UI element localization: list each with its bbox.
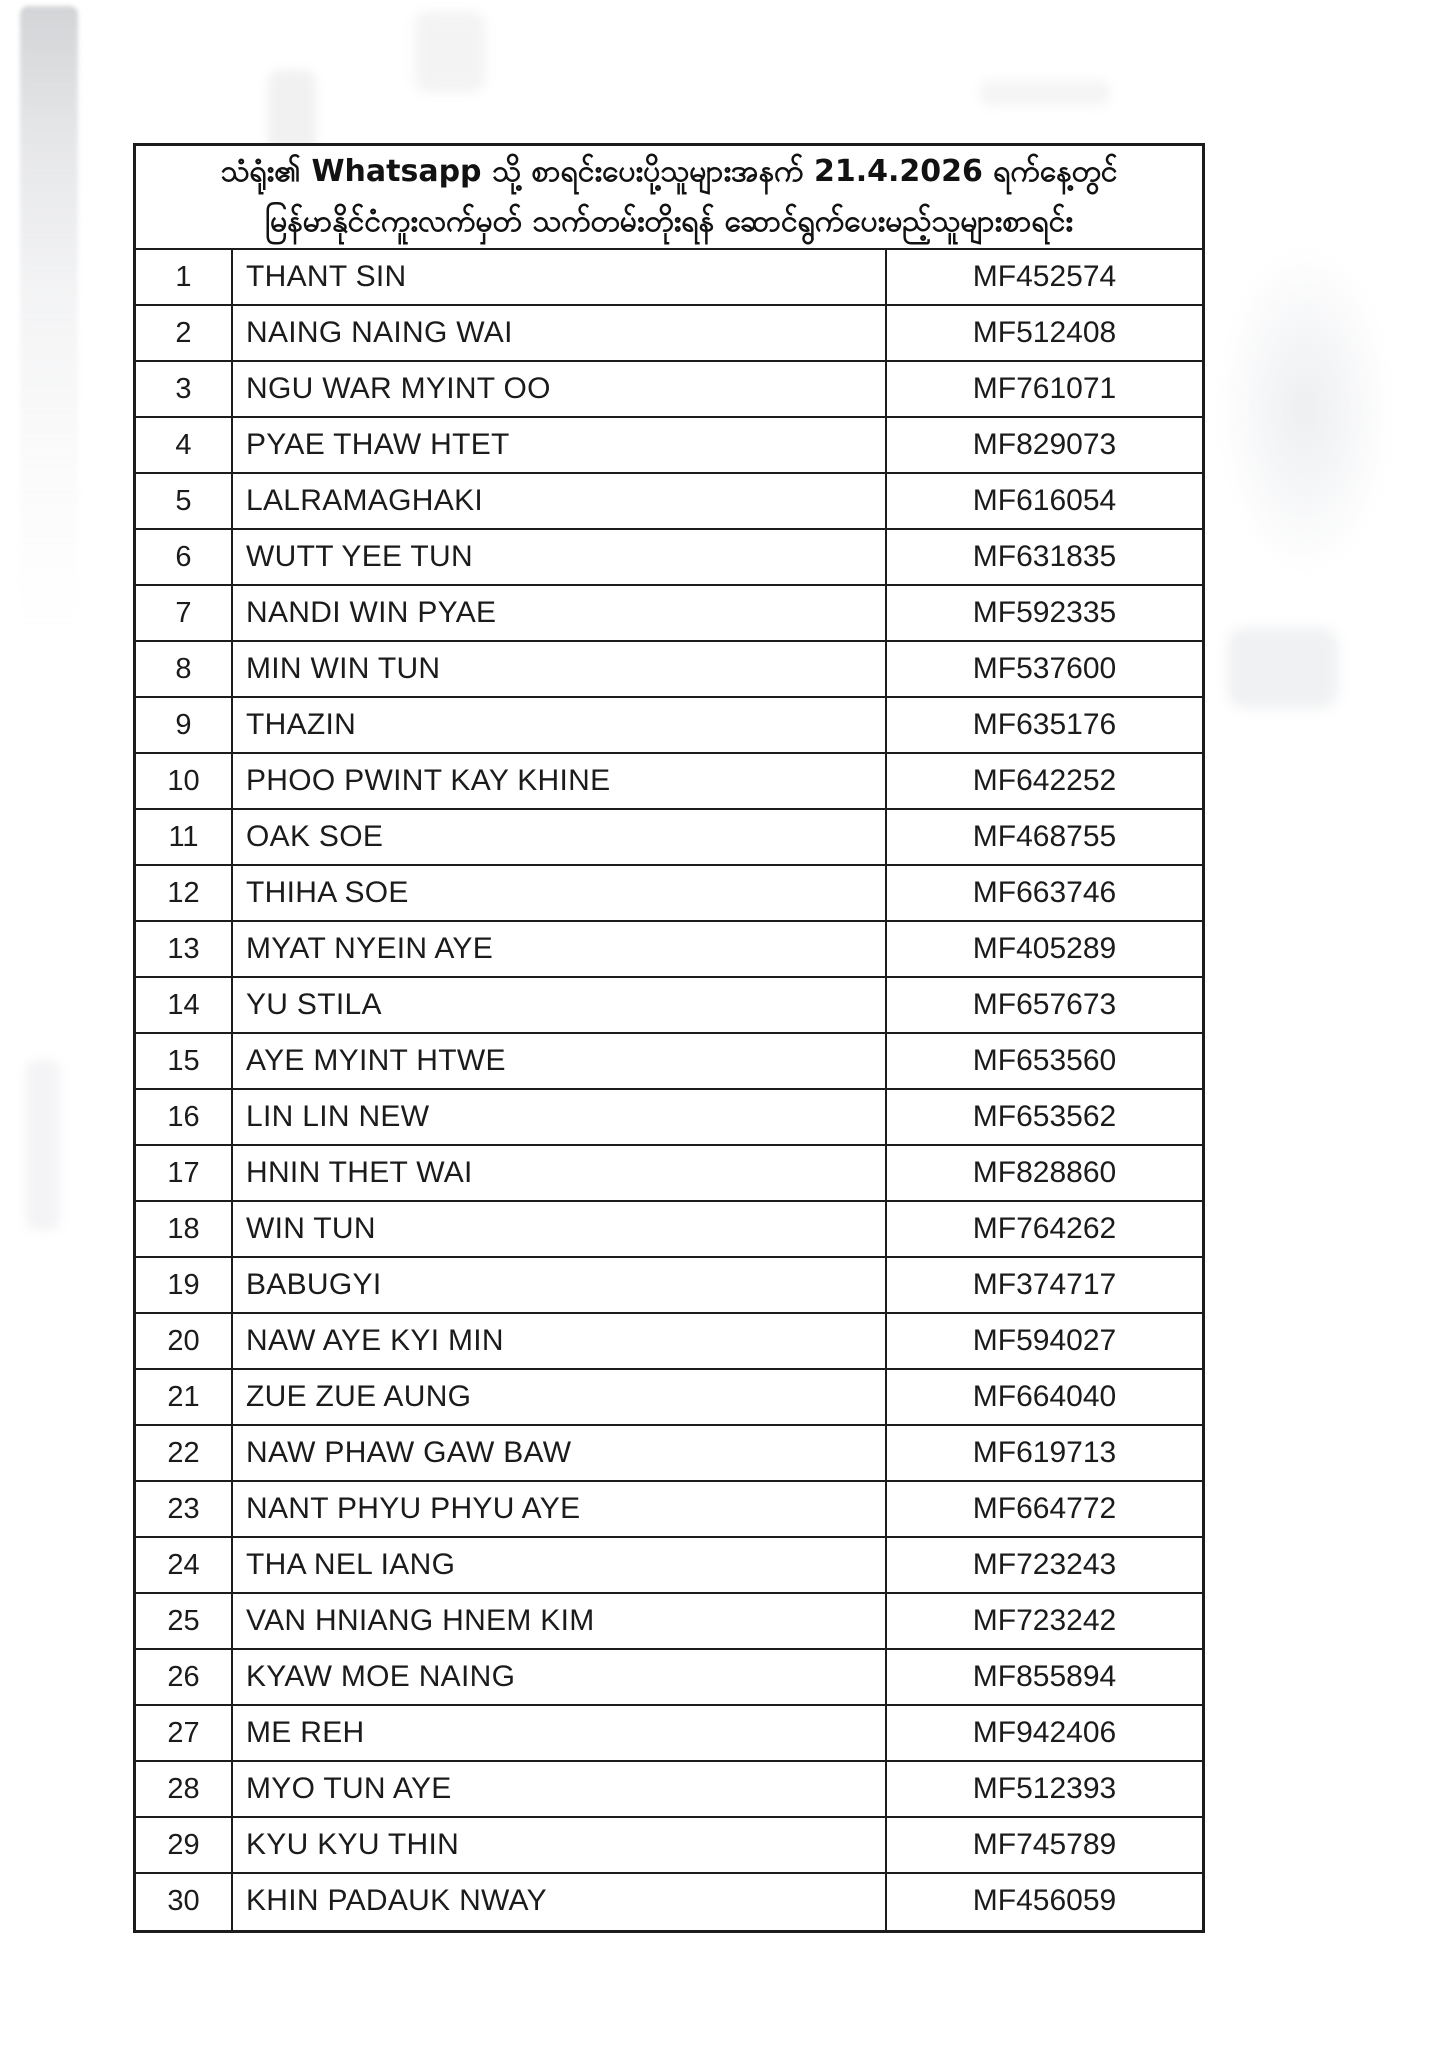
row-number: 15 [136,1034,233,1088]
table-row [136,1258,1202,1314]
row-number: 1 [136,250,233,304]
passport-number: MF512393 [972,1772,1117,1805]
person-name: NANT PHYU PHYU AYE [233,1482,887,1536]
table-row [136,1594,1202,1650]
passport-number: MF657673 [972,988,1117,1021]
person-name: NANDI WIN PYAE [233,586,887,640]
row-number: 22 [136,1426,233,1480]
passport-number: MF829073 [972,428,1117,461]
row-number: 13 [136,922,233,976]
table-row [136,1538,1202,1594]
passport-number: MF594027 [972,1324,1117,1357]
passport-number: MF653560 [972,1044,1117,1077]
table-row [136,1426,1202,1482]
passport-number: MF828860 [972,1156,1117,1189]
person-name: HNIN THET WAI [233,1146,887,1200]
scan-artifact [1228,628,1338,708]
row-number: 10 [136,754,233,808]
passport-number: MF537600 [972,652,1117,685]
passport-number: MF616054 [972,484,1117,517]
row-number: 29 [136,1818,233,1872]
passport-number: MF664040 [972,1380,1117,1413]
row-number: 11 [136,810,233,864]
scan-artifact [980,80,1110,106]
person-name: KYU KYU THIN [233,1818,887,1872]
scan-artifact [26,1060,60,1230]
passport-number: MF723243 [972,1548,1117,1581]
table-row [136,1818,1202,1874]
person-name: PHOO PWINT KAY KHINE [233,754,887,808]
row-number: 3 [136,362,233,416]
person-name: AYE MYINT HTWE [233,1034,887,1088]
person-name: LIN LIN NEW [233,1090,887,1144]
passport-number: MF664772 [972,1492,1117,1525]
row-number: 28 [136,1762,233,1816]
table-row [136,922,1202,978]
row-number: 5 [136,474,233,528]
scan-artifact [20,6,78,626]
table-row [136,810,1202,866]
table-row [136,1650,1202,1706]
person-name: THIHA SOE [233,866,887,920]
row-number: 2 [136,306,233,360]
row-number: 12 [136,866,233,920]
table-row [136,586,1202,642]
row-number: 25 [136,1594,233,1648]
passport-number: MF855894 [972,1660,1117,1693]
person-name: ZUE ZUE AUNG [233,1370,887,1424]
row-number: 18 [136,1202,233,1256]
passport-number: MF619713 [972,1436,1117,1469]
person-name: BABUGYI [233,1258,887,1312]
person-name: THA NEL IANG [233,1538,887,1592]
row-number: 30 [136,1874,233,1930]
table-row [136,866,1202,922]
table-row [136,1146,1202,1202]
row-number: 17 [136,1146,233,1200]
table-row [136,1202,1202,1258]
row-number: 9 [136,698,233,752]
passport-number: MF723242 [972,1604,1117,1637]
table-row [136,1482,1202,1538]
person-name: ME REH [233,1706,887,1760]
table-row [136,1706,1202,1762]
person-name: MYO TUN AYE [233,1762,887,1816]
table-row [136,1874,1202,1930]
person-name: LALRAMAGHAKI [233,474,887,528]
passport-renewal-table [133,143,1205,1933]
table-row [136,474,1202,530]
passport-number: MF642252 [972,764,1117,797]
row-number: 26 [136,1650,233,1704]
passport-number: MF761071 [972,372,1117,405]
table-row [136,418,1202,474]
table-row [136,754,1202,810]
table-title-line2: မြန်မာနိုင်ငံကူးလက်မှတ် သက်တမ်းတိုးရန် ဆောင်ရွက်ပေးမည့်သူများစာရင်း [265,204,1073,239]
row-number: 8 [136,642,233,696]
passport-number: MF456059 [972,1884,1117,1917]
person-name: NAW AYE KYI MIN [233,1314,887,1368]
table-row [136,642,1202,698]
passport-number: MF653562 [972,1100,1117,1133]
passport-number: MF452574 [972,260,1117,293]
passport-number: MF942406 [972,1716,1117,1749]
passport-number: MF374717 [972,1268,1117,1301]
passport-number: MF745789 [972,1828,1117,1861]
table-row [136,1762,1202,1818]
table-row [136,1090,1202,1146]
passport-number: MF635176 [972,708,1117,741]
table-row [136,698,1202,754]
scan-artifact [415,12,485,92]
row-number: 19 [136,1258,233,1312]
row-number: 6 [136,530,233,584]
table-title-line1: သံရုံး၏ Whatsapp သို့ စာရင်းပေးပို့သူများအနက် 21.4.2026 ရက်နေ့တွင် [220,154,1118,189]
person-name: NAW PHAW GAW BAW [233,1426,887,1480]
row-number: 21 [136,1370,233,1424]
table-row [136,362,1202,418]
table-row [136,250,1202,306]
table-row [136,1370,1202,1426]
person-name: MYAT NYEIN AYE [233,922,887,976]
person-name: THANT SIN [233,250,887,304]
passport-number: MF405289 [972,932,1117,965]
row-number: 20 [136,1314,233,1368]
passport-number: MF663746 [972,876,1117,909]
person-name: YU STILA [233,978,887,1032]
table-row [136,978,1202,1034]
person-name: KHIN PADAUK NWAY [233,1874,887,1930]
person-name: WUTT YEE TUN [233,530,887,584]
person-name: OAK SOE [233,810,887,864]
passport-number: MF512408 [972,316,1117,349]
row-number: 23 [136,1482,233,1536]
table-title [136,146,1202,250]
table-row [136,530,1202,586]
row-number: 16 [136,1090,233,1144]
row-number: 7 [136,586,233,640]
passport-number: MF468755 [972,820,1117,853]
person-name: MIN WIN TUN [233,642,887,696]
table-row [136,306,1202,362]
person-name: NGU WAR MYINT OO [233,362,887,416]
scan-artifact [1218,245,1393,575]
person-name: NAING NAING WAI [233,306,887,360]
passport-number: MF631835 [972,540,1117,573]
row-number: 24 [136,1538,233,1592]
passport-table-rows [136,250,1202,1930]
row-number: 14 [136,978,233,1032]
person-name: KYAW MOE NAING [233,1650,887,1704]
person-name: THAZIN [233,698,887,752]
passport-number: MF764262 [972,1212,1117,1245]
row-number: 4 [136,418,233,472]
row-number: 27 [136,1706,233,1760]
person-name: PYAE THAW HTET [233,418,887,472]
person-name: VAN HNIANG HNEM KIM [233,1594,887,1648]
table-row [136,1314,1202,1370]
passport-number: MF592335 [972,596,1117,629]
person-name: WIN TUN [233,1202,887,1256]
table-row [136,1034,1202,1090]
